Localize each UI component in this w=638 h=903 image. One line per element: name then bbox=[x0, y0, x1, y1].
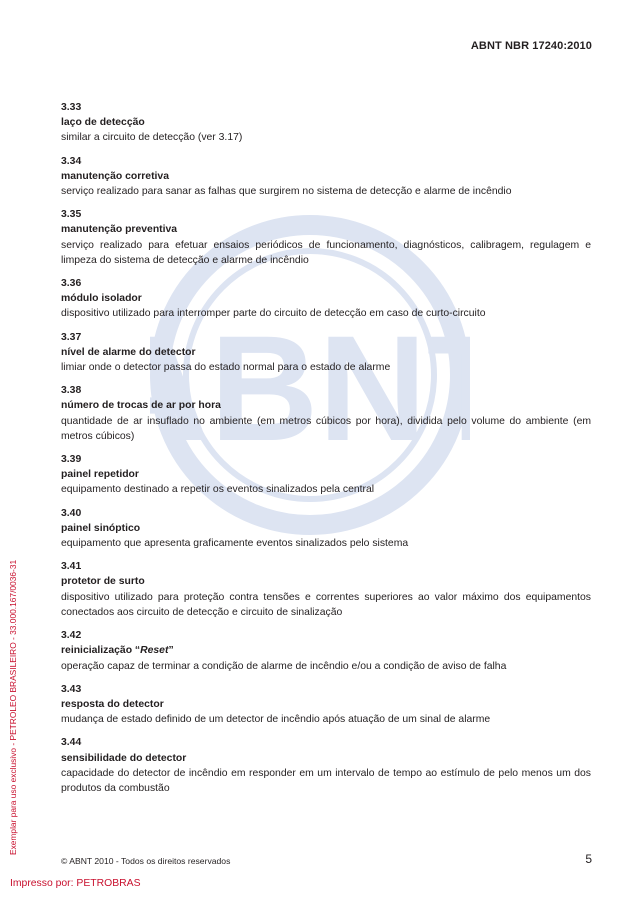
entry-term: protetor de surto bbox=[61, 576, 145, 588]
definition-entry bbox=[61, 100, 591, 146]
definitions-list bbox=[61, 100, 591, 804]
definition-entry bbox=[61, 735, 591, 796]
entry-definition: mudança de estado definido de um detector de incêndio após atuação de um sinal de alarme bbox=[61, 714, 491, 726]
entry-number: 3.41 bbox=[61, 561, 82, 573]
entry-number: 3.34 bbox=[61, 155, 82, 167]
entry-number: 3.38 bbox=[61, 385, 82, 397]
entry-term-closing-quote: ” bbox=[168, 645, 174, 657]
watermark-text: ABN bbox=[150, 304, 427, 472]
entry-term: manutenção corretiva bbox=[61, 170, 169, 182]
copyright-notice: © ABNT 2010 - Todos os direitos reservados bbox=[61, 856, 231, 866]
definition-entry bbox=[61, 628, 591, 674]
definition-entry bbox=[61, 154, 591, 200]
entry-term: painel repetidor bbox=[61, 469, 139, 481]
definition-entry bbox=[61, 559, 591, 620]
entry-term: laço de detecção bbox=[61, 117, 145, 129]
entry-definition: serviço realizado para sanar as falhas que surgirem no sistema de detecção e alarme de incêndio bbox=[61, 186, 512, 198]
entry-term: resposta do detector bbox=[61, 698, 164, 710]
entry-number: 3.43 bbox=[61, 683, 82, 695]
entry-term bbox=[61, 643, 591, 658]
entry-number: 3.33 bbox=[61, 102, 82, 113]
definition-entry bbox=[61, 682, 591, 728]
entry-definition: serviço realizado para efetuar ensaios periódicos de funcionamento, diagnósticos, calibragem, regulagem e limpeza do sistema de detecção e alarme de incêndio bbox=[61, 239, 591, 266]
page-number: 5 bbox=[585, 852, 592, 866]
exclusive-use-note: Exemplar para uso exclusivo - PETROLEO BRASILEIRO - 33.000.167/0036-31 bbox=[8, 559, 18, 855]
entry-number: 3.35 bbox=[61, 209, 82, 221]
standard-code: ABNT NBR 17240:2010 bbox=[470, 40, 592, 52]
entry-term: manutenção preventiva bbox=[61, 224, 178, 236]
entry-number: 3.42 bbox=[61, 630, 82, 642]
entry-definition: equipamento destinado a repetir os eventos sinalizados pela central bbox=[61, 484, 375, 496]
definition-entry bbox=[61, 383, 591, 444]
definition-entry bbox=[61, 452, 591, 498]
definition-entry bbox=[61, 276, 591, 322]
entry-term: sensibilidade do detector bbox=[61, 752, 187, 764]
entry-number: 3.44 bbox=[61, 737, 82, 749]
entry-term: nível de alarme do detector bbox=[61, 346, 196, 358]
entry-number: 3.37 bbox=[61, 331, 82, 343]
entry-definition: quantidade de ar insuflado no ambiente (em metros cúbicos por hora), dividida pelo volume do ambiente (em metros cúbicos) bbox=[61, 415, 591, 442]
entry-term: número de trocas de ar por hora bbox=[61, 400, 221, 412]
entry-term: módulo isolador bbox=[61, 293, 142, 305]
entry-definition: dispositivo utilizado para interromper parte do circuito de detecção em caso de curto-circuito bbox=[61, 308, 486, 320]
entry-definition: limiar onde o detector passa do estado normal para o estado de alarme bbox=[61, 362, 391, 374]
entry-definition: equipamento que apresenta graficamente eventos sinalizados pelo sistema bbox=[61, 538, 409, 550]
entry-number: 3.40 bbox=[61, 507, 82, 519]
printed-by-note: Impresso por: PETROBRAS bbox=[10, 878, 141, 889]
entry-definition: dispositivo utilizado para proteção contra tensões e correntes superiores ao valor máximo dos equipamentos conectados aos circuito de detecção e circuito de sinalização bbox=[61, 591, 591, 618]
definition-entry bbox=[61, 207, 591, 268]
entry-definition: similar a circuito de detecção (ver 3.17) bbox=[61, 132, 243, 144]
definition-entry bbox=[61, 506, 591, 552]
entry-number: 3.36 bbox=[61, 278, 82, 290]
entry-term-italic: Reset bbox=[140, 645, 169, 657]
entry-number: 3.39 bbox=[61, 454, 82, 466]
definition-entry bbox=[61, 330, 591, 376]
entry-definition: operação capaz de terminar a condição de alarme de incêndio e/ou a condição de aviso de falha bbox=[61, 660, 507, 672]
entry-term-text: reinicialização “ bbox=[61, 645, 141, 657]
entry-term: painel sinóptico bbox=[61, 522, 141, 534]
entry-definition: capacidade do detector de incêndio em responder em um intervalo de tempo ao estímulo de pelo menos um dos produtos da combustão bbox=[61, 767, 591, 794]
